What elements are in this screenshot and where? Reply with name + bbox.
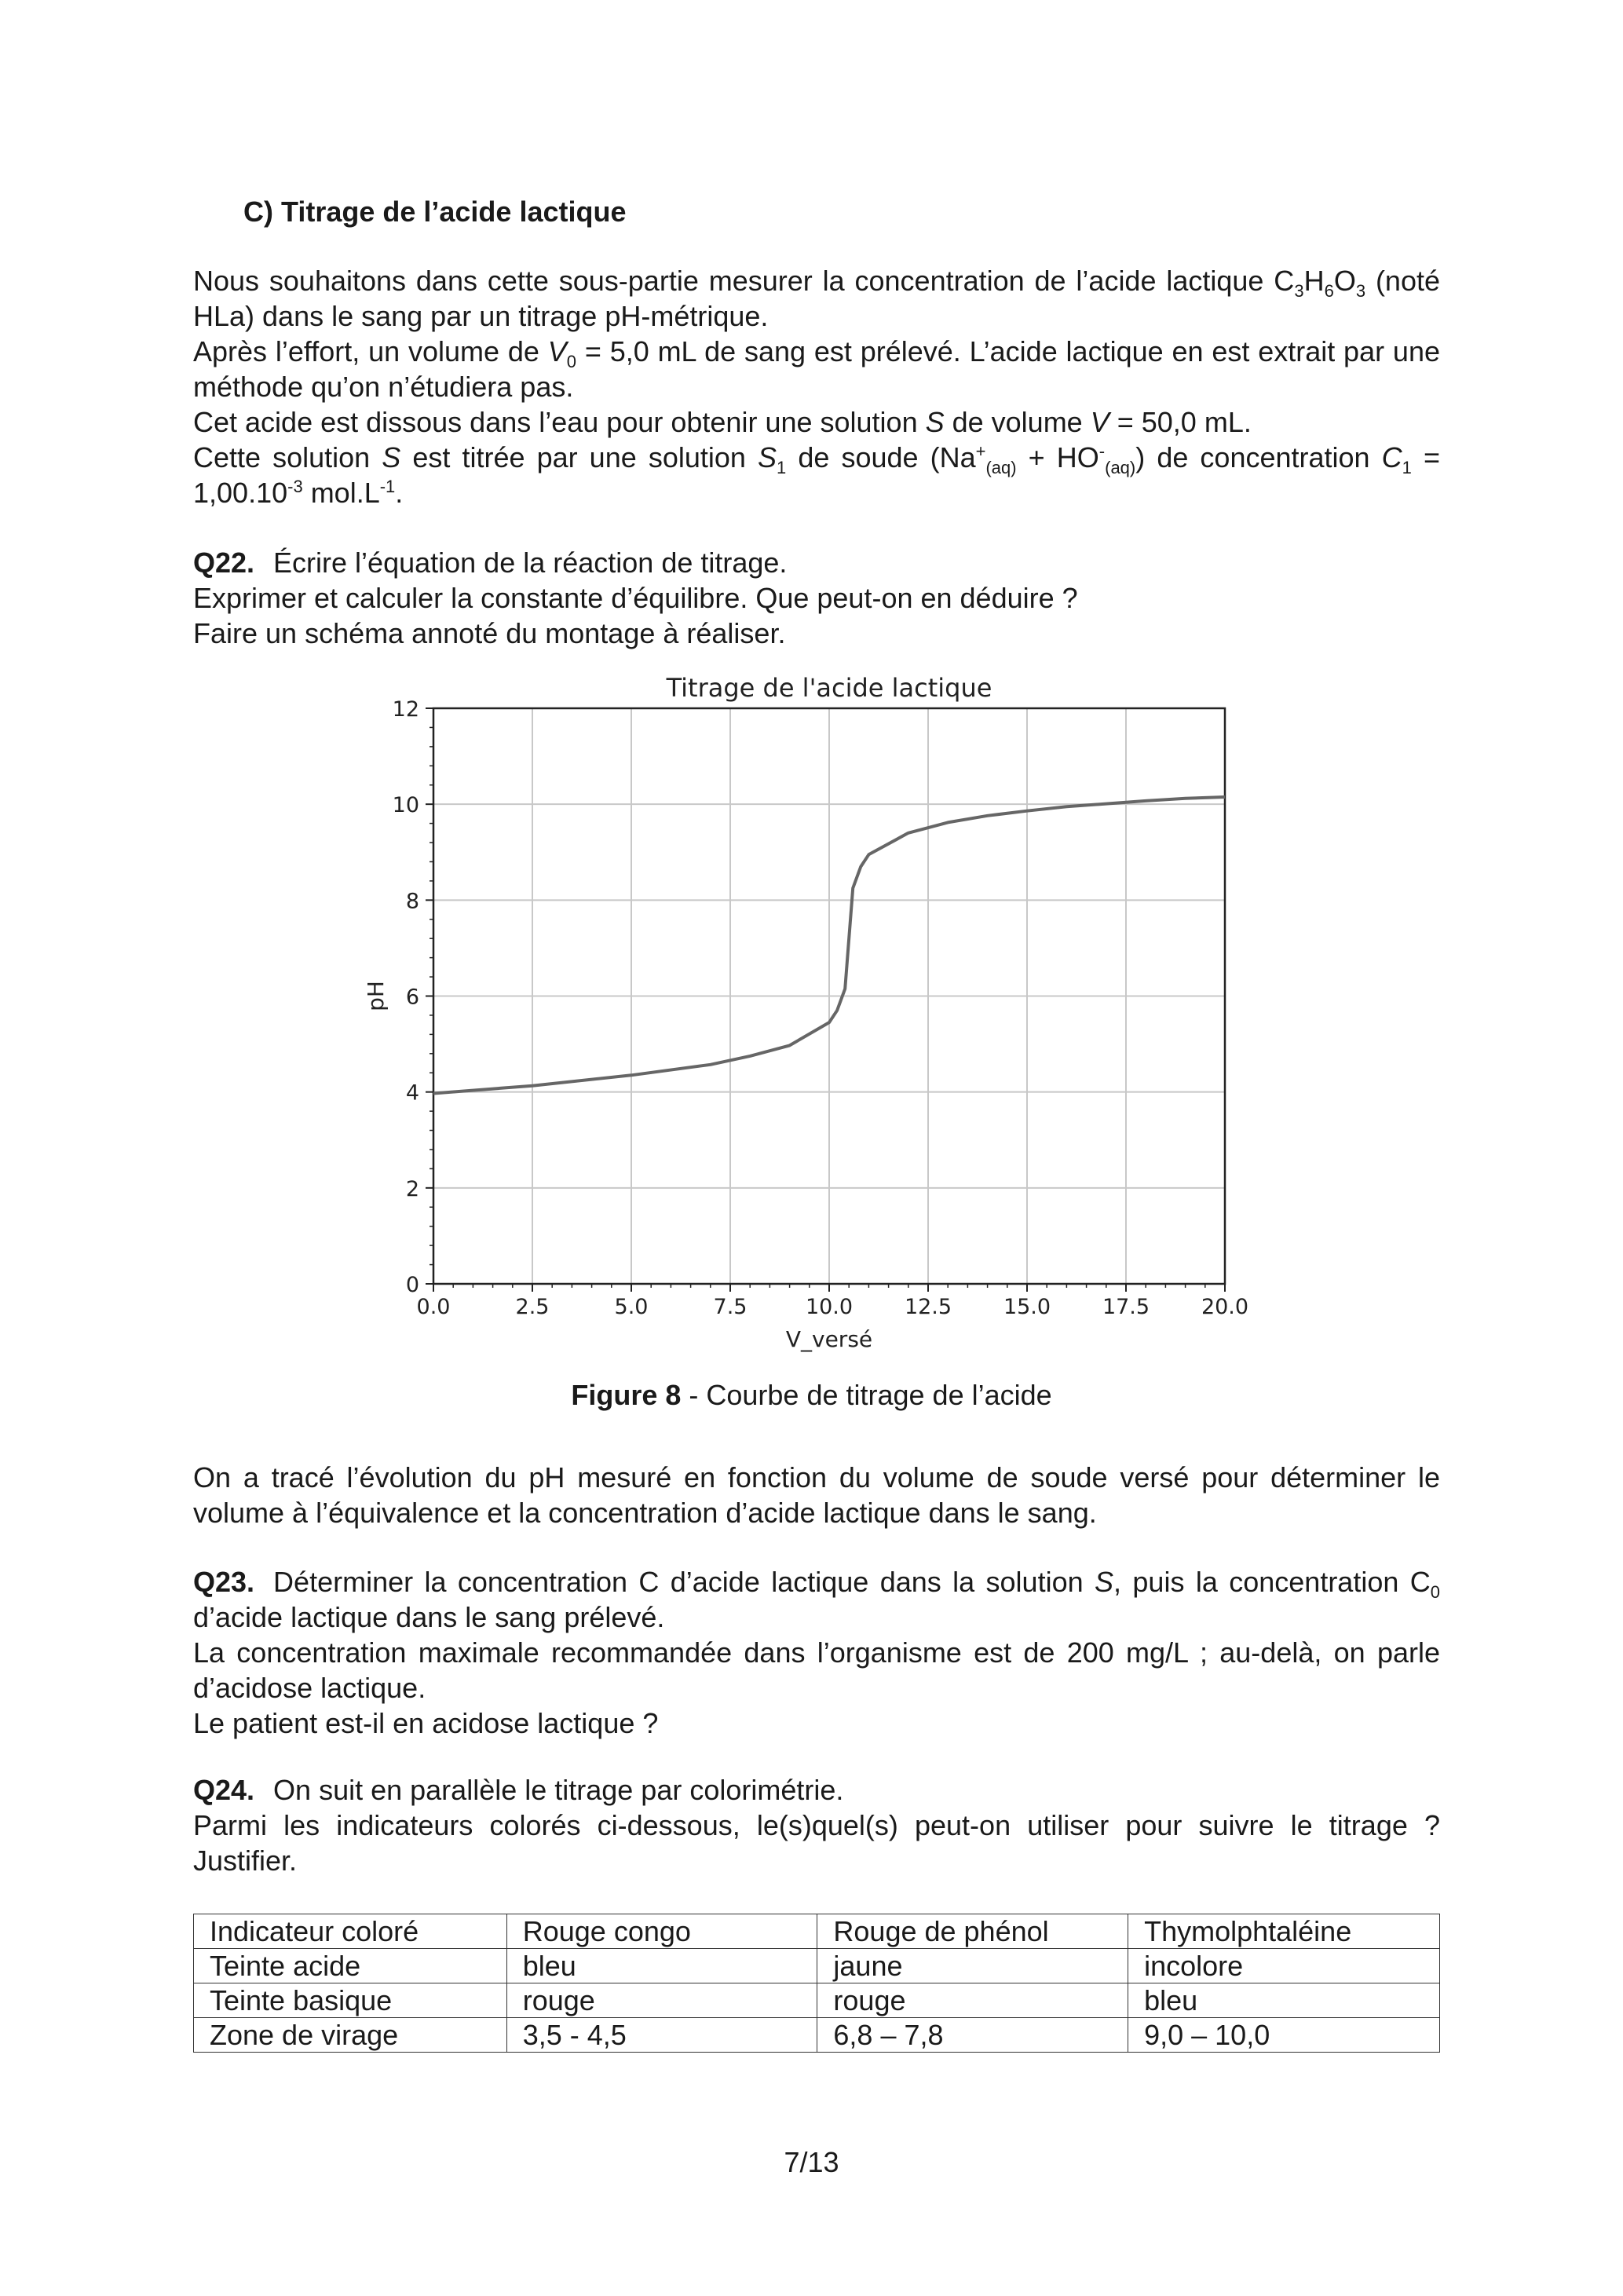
y-tick-label: 8 xyxy=(405,889,419,914)
x-tick-label: 17.5 xyxy=(1102,1295,1150,1319)
x-tick-label: 7.5 xyxy=(713,1295,748,1319)
y-tick-label: 10 xyxy=(392,793,419,818)
table-cell: bleu xyxy=(506,1949,817,1983)
table-row xyxy=(194,1983,1440,2018)
x-axis-label: V_versé xyxy=(785,1326,873,1352)
table-cell: 6,8 – 7,8 xyxy=(817,2018,1128,2053)
indicator-table xyxy=(193,1914,1440,2053)
x-tick-label: 2.5 xyxy=(515,1295,550,1319)
table-row xyxy=(194,2018,1440,2053)
table-cell: Indicateur coloré xyxy=(194,1914,507,1949)
figure-caption: Figure 8 - Courbe de titrage de l’acide xyxy=(571,1379,1052,1411)
y-tick-label: 12 xyxy=(392,697,419,722)
y-axis-label: pH xyxy=(363,981,389,1011)
x-tick-label: 12.5 xyxy=(904,1295,952,1319)
table-cell: Teinte basique xyxy=(194,1983,507,2018)
x-tick-label: 0.0 xyxy=(416,1295,451,1319)
question-23: Q23. Déterminer la concentration C d’acide lactique dans la solution S, puis la concentration $C_0$ d’acide lactique dans le sang prélevé. La concentration maximale recommandée dans l’organisme est de 200 mg/L ; au-delà, on parle d’acidose lactique. Le patient est-il en acidose lactique ? xyxy=(193,1566,1440,1739)
question-24: Q24. On suit en parallèle le titrage par colorimétrie. Parmi les indicateurs colorés ci-dessous, le(s)quel(s) peut-on utiliser pour suivre le titrage ? Justifier. xyxy=(193,1774,1440,1877)
x-tick-label: 15.0 xyxy=(1003,1295,1051,1319)
table-cell: incolore xyxy=(1128,1949,1440,1983)
page-number: 7/13 xyxy=(784,2146,839,2178)
table-row xyxy=(194,1914,1440,1949)
table-cell: rouge xyxy=(506,1983,817,2018)
table-cell: Thymolphtaléine xyxy=(1128,1914,1440,1949)
table-cell: 9,0 – 10,0 xyxy=(1128,2018,1440,2053)
y-tick-label: 2 xyxy=(405,1176,419,1201)
table-cell: Rouge congo xyxy=(506,1914,817,1949)
section-heading: C) Titrage de l’acide lactique xyxy=(243,196,627,228)
table-cell: rouge xyxy=(817,1983,1128,2018)
question-22: Q22. Écrire l’équation de la réaction de titrage. Exprimer et calculer la constante d’équilibre. Que peut-on en déduire ? Faire un schéma annoté du montage à réaliser. xyxy=(193,547,1078,649)
y-tick-label: 0 xyxy=(405,1273,419,1297)
table-cell: jaune xyxy=(817,1949,1128,1983)
x-tick-label: 5.0 xyxy=(614,1295,649,1319)
table-cell: Zone de virage xyxy=(194,2018,507,2053)
table-cell: Rouge de phénol xyxy=(817,1914,1128,1949)
chart-title: Titrage de l'acide lactique xyxy=(666,673,992,703)
after-figure-paragraph: On a tracé l’évolution du pH mesuré en fonction du volume de soude versé pour déterminer le volume à l’équivalence et la concentration d’acide lactique dans le sang. xyxy=(193,1461,1440,1529)
table-cell: 3,5 - 4,5 xyxy=(506,2018,817,2053)
table-row xyxy=(194,1949,1440,1983)
x-tick-label: 10.0 xyxy=(805,1295,854,1319)
y-tick-label: 6 xyxy=(405,985,419,1010)
y-tick-label: 4 xyxy=(405,1080,419,1106)
x-tick-label: 20.0 xyxy=(1201,1295,1249,1319)
intro-paragraph: Nous souhaitons dans cette sous-partie mesurer la concentration de l’acide lactique $C_3H_6O_3$ (noté HLa) dans le sang par un titrage pH-métrique. Après l’effort, un volume de $V_0 = 5,0$ mL de sang est prélevé. L’acide lactique en est extrait par une méthode qu’on n’étudiera pas. Cet acide est dissous dans l’eau pour obtenir une solution S de volume V = 50,0 mL. Cette solution S est titrée par une solution $S_1$ de soude $(Na^+_{(aq)} + HO^-_{(aq)})$ de concentration $C_1 = 1,00.10^{-3}$ $mol.L^{-1}$. xyxy=(193,265,1441,509)
table-cell: bleu xyxy=(1128,1983,1440,2018)
table-cell: Teinte acide xyxy=(194,1949,507,1983)
